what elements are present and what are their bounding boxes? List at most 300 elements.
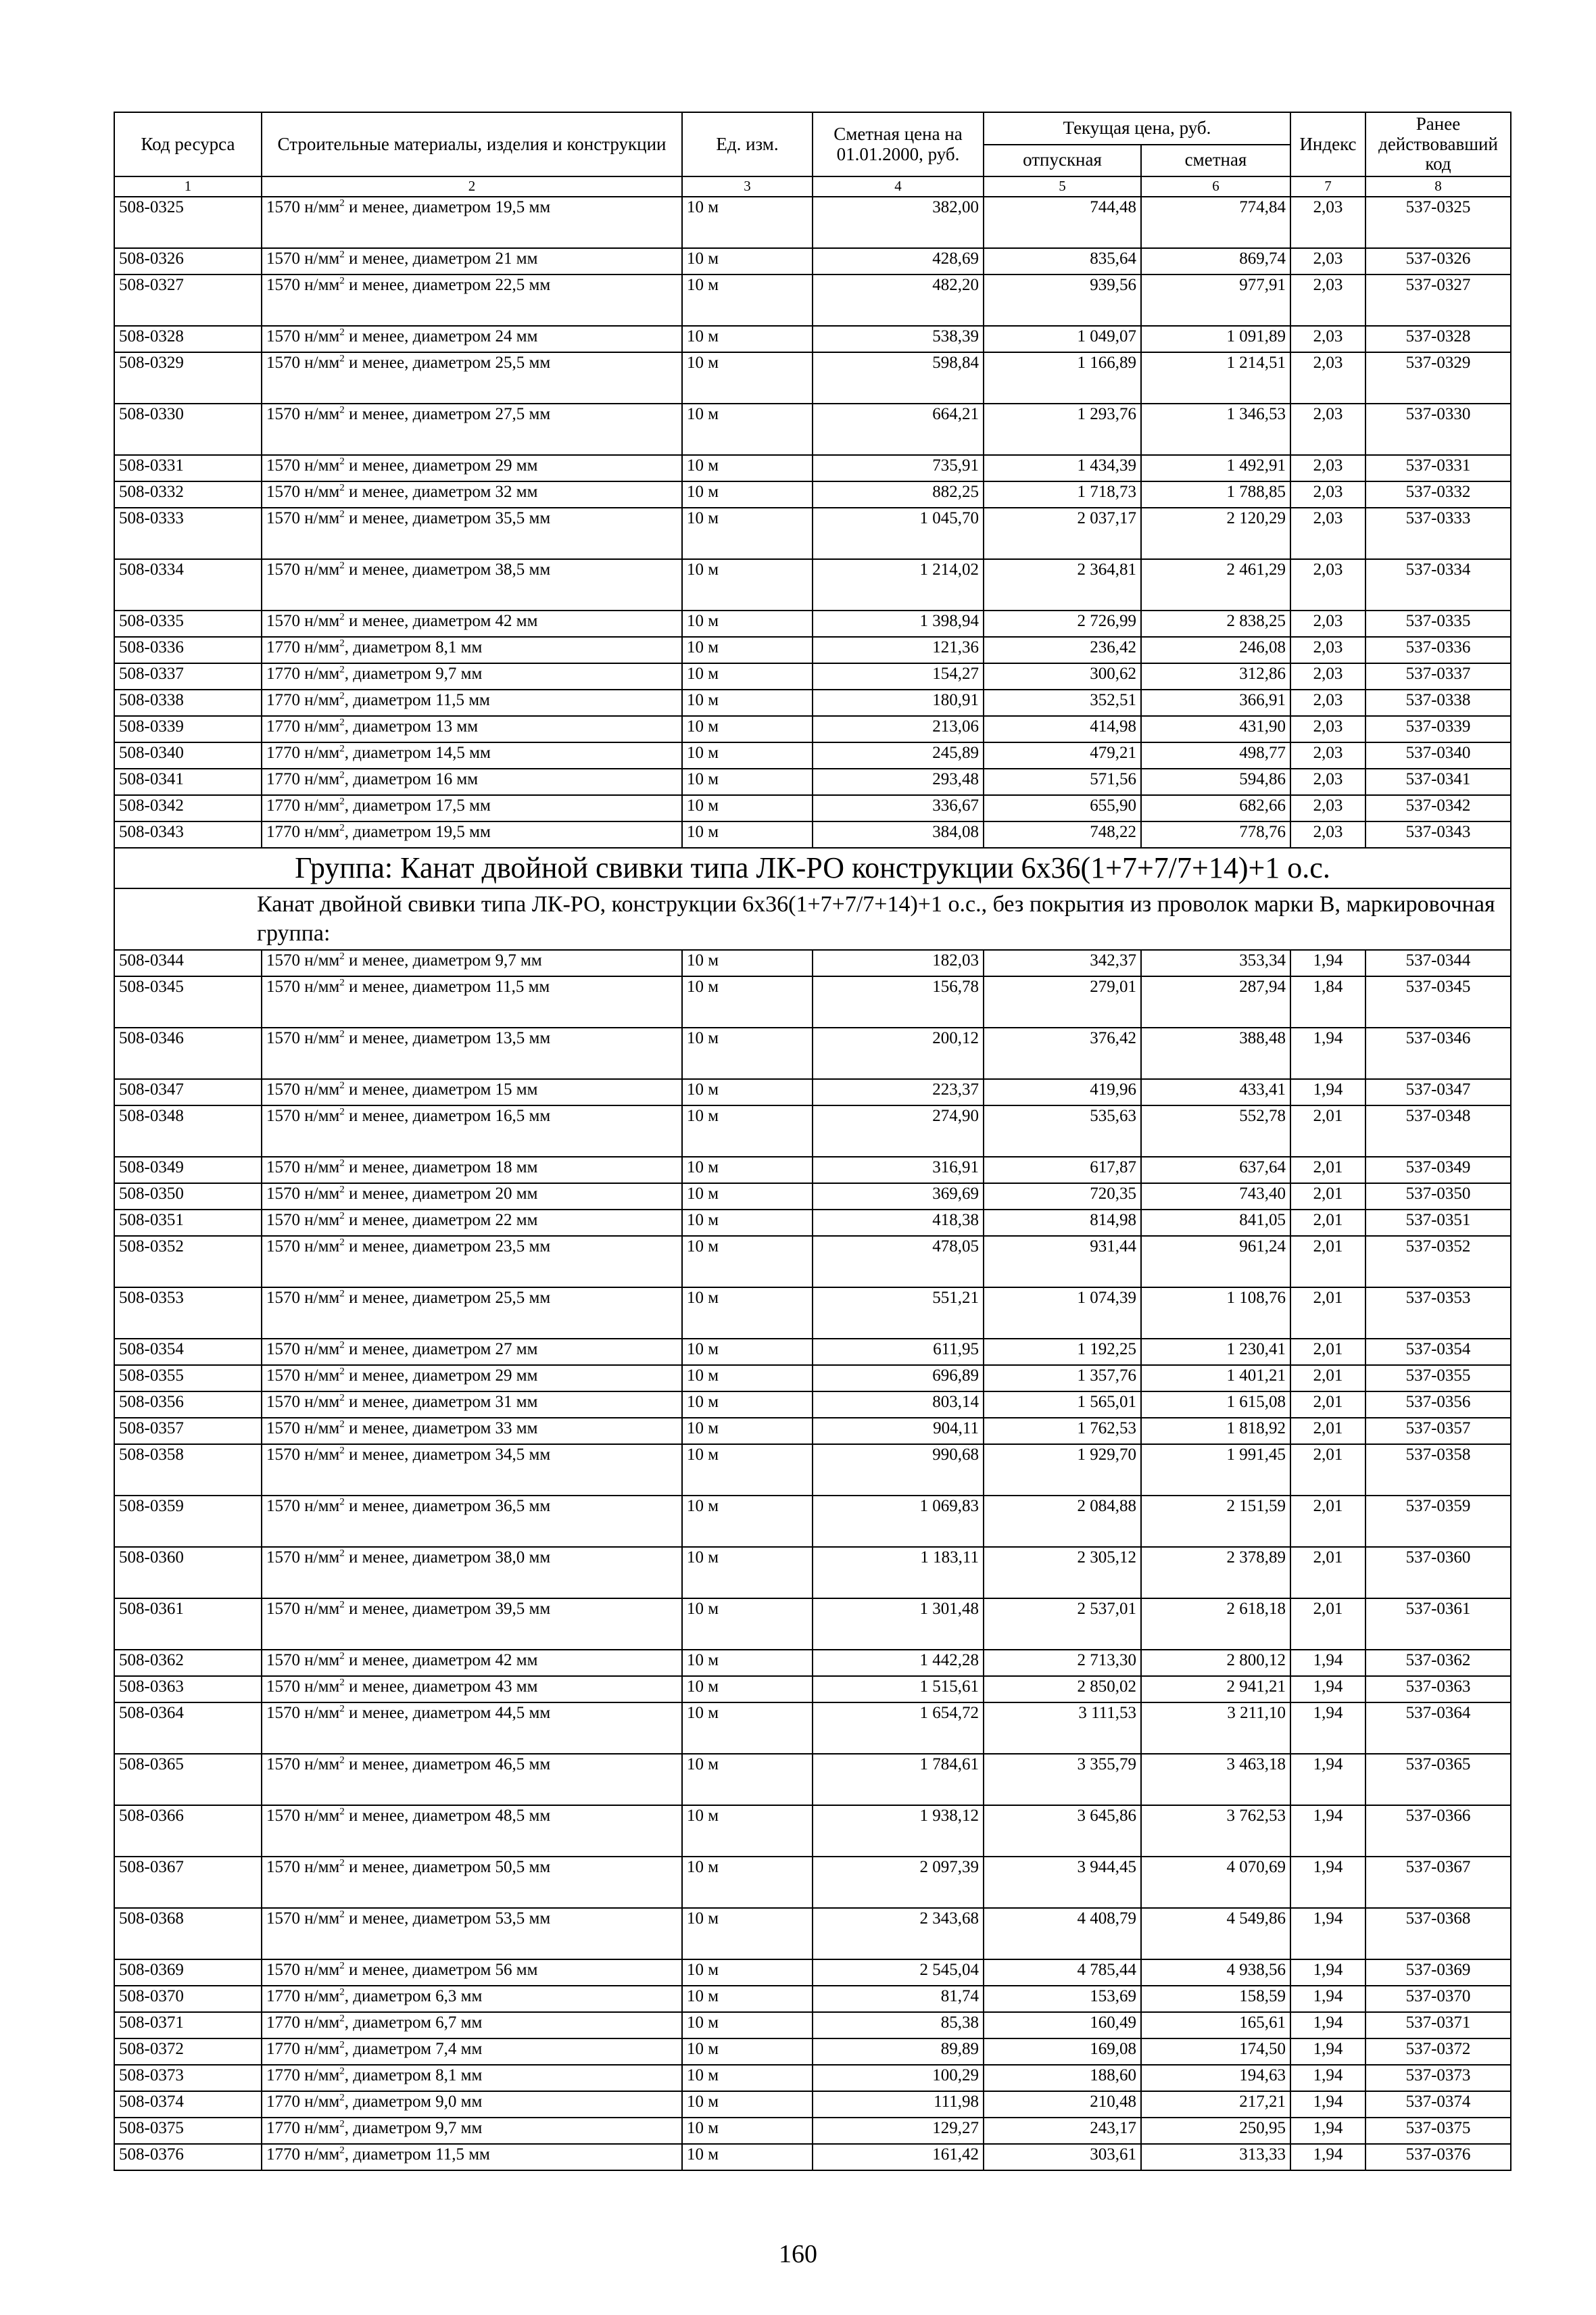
table-row — [114, 455, 1511, 481]
material-diameter: , диаметром 16 мм — [344, 770, 479, 789]
section-b-body — [114, 950, 1511, 2170]
group-section — [114, 848, 1511, 950]
unit-cell: 10 м — [682, 1496, 813, 1547]
material-diameter: и менее, диаметром 29 мм — [344, 1366, 538, 1385]
material-name — [262, 404, 682, 455]
index-cell: 2,01 — [1290, 1287, 1365, 1339]
superscript-2: 2 — [339, 1418, 345, 1430]
estimate-price-cell: 2 838,25 — [1141, 611, 1290, 637]
table-row — [114, 1365, 1511, 1391]
material-strength: 1570 н/мм — [266, 1080, 340, 1099]
table-row — [114, 1105, 1511, 1157]
col-header-estimate: сметная — [1141, 145, 1290, 177]
superscript-2: 2 — [339, 690, 345, 702]
material-strength: 1570 н/мм — [266, 1909, 340, 1928]
base-price-cell: 156,78 — [813, 976, 984, 1028]
superscript-2: 2 — [339, 327, 345, 338]
resource-code: 508-0371 — [114, 2012, 262, 2038]
material-diameter: и менее, диаметром 42 мм — [344, 1651, 538, 1670]
material-diameter: и менее, диаметром 36,5 мм — [344, 1497, 551, 1516]
table-row — [114, 1183, 1511, 1210]
material-strength: 1770 н/мм — [266, 1987, 340, 2006]
unit-cell: 10 м — [682, 352, 813, 404]
index-cell: 2,03 — [1290, 742, 1365, 769]
prev-code-cell: 537-0328 — [1365, 326, 1511, 352]
material-diameter: и менее, диаметром 16,5 мм — [344, 1107, 551, 1126]
table-row — [114, 663, 1511, 690]
material-name — [262, 1236, 682, 1287]
material-diameter: и менее, диаметром 24 мм — [344, 327, 538, 346]
estimate-price-cell: 4 549,86 — [1141, 1908, 1290, 1959]
prev-code-cell: 537-0327 — [1365, 275, 1511, 326]
header-row — [114, 112, 1511, 145]
prev-code-cell: 537-0366 — [1365, 1805, 1511, 1857]
material-strength: 1770 н/мм — [266, 2145, 340, 2164]
index-cell: 2,03 — [1290, 769, 1365, 795]
superscript-2: 2 — [339, 404, 345, 416]
index-cell: 2,03 — [1290, 611, 1365, 637]
material-name — [262, 1391, 682, 1418]
unit-cell: 10 м — [682, 1959, 813, 1986]
superscript-2: 2 — [339, 1184, 345, 1195]
table-row — [114, 2038, 1511, 2065]
index-cell: 1,94 — [1290, 1857, 1365, 1908]
resource-code: 508-0367 — [114, 1857, 262, 1908]
release-price-cell: 479,21 — [984, 742, 1141, 769]
resource-code: 508-0346 — [114, 1028, 262, 1079]
release-price-cell: 169,08 — [984, 2038, 1141, 2065]
material-strength: 1570 н/мм — [266, 1858, 340, 1877]
index-cell: 2,03 — [1290, 455, 1365, 481]
column-number: 1 — [114, 176, 262, 197]
unit-cell: 10 м — [682, 1418, 813, 1444]
table-row — [114, 821, 1511, 848]
material-diameter: и менее, диаметром 21 мм — [344, 249, 538, 268]
resource-code: 508-0328 — [114, 326, 262, 352]
material-diameter: и менее, диаметром 53,5 мм — [344, 1909, 551, 1928]
base-price-cell: 1 214,02 — [813, 559, 984, 611]
superscript-2: 2 — [339, 1445, 345, 1456]
base-price-cell: 213,06 — [813, 716, 984, 742]
material-name — [262, 2091, 682, 2118]
table-row — [114, 1676, 1511, 1702]
index-cell: 2,01 — [1290, 1418, 1365, 1444]
material-name — [262, 663, 682, 690]
resource-code: 508-0370 — [114, 1986, 262, 2012]
estimate-price-cell: 1 230,41 — [1141, 1339, 1290, 1365]
release-price-cell: 414,98 — [984, 716, 1141, 742]
material-strength: 1570 н/мм — [266, 456, 340, 475]
estimate-price-cell: 594,86 — [1141, 769, 1290, 795]
unit-cell: 10 м — [682, 769, 813, 795]
material-diameter: и менее, диаметром 48,5 мм — [344, 1807, 551, 1825]
material-name — [262, 2012, 682, 2038]
index-cell: 1,94 — [1290, 1805, 1365, 1857]
material-diameter: и менее, диаметром 39,5 мм — [344, 1600, 551, 1619]
resource-code: 508-0343 — [114, 821, 262, 848]
superscript-2: 2 — [339, 249, 345, 260]
material-diameter: и менее, диаметром 31 мм — [344, 1393, 538, 1412]
table-row — [114, 2065, 1511, 2091]
resource-code: 508-0353 — [114, 1287, 262, 1339]
release-price-cell: 744,48 — [984, 197, 1141, 248]
index-cell: 2,03 — [1290, 690, 1365, 716]
prev-code-cell: 537-0370 — [1365, 1986, 1511, 2012]
table-row — [114, 352, 1511, 404]
table-row — [114, 197, 1511, 248]
index-cell: 1,94 — [1290, 1079, 1365, 1105]
material-diameter: и менее, диаметром 20 мм — [344, 1185, 538, 1203]
unit-cell: 10 м — [682, 821, 813, 848]
material-strength: 1570 н/мм — [266, 560, 340, 579]
prev-code-cell: 537-0360 — [1365, 1547, 1511, 1598]
unit-cell: 10 м — [682, 275, 813, 326]
release-price-cell: 3 944,45 — [984, 1857, 1141, 1908]
material-diameter: и менее, диаметром 43 мм — [344, 1677, 538, 1696]
prev-code-cell: 537-0341 — [1365, 769, 1511, 795]
estimate-price-cell: 961,24 — [1141, 1236, 1290, 1287]
prev-code-cell: 537-0355 — [1365, 1365, 1511, 1391]
material-strength: 1770 н/мм — [266, 2013, 340, 2032]
resource-code: 508-0332 — [114, 481, 262, 508]
index-cell: 1,94 — [1290, 2091, 1365, 2118]
superscript-2: 2 — [339, 743, 345, 755]
table-row — [114, 716, 1511, 742]
table-row — [114, 1959, 1511, 1986]
estimate-price-cell: 1 108,76 — [1141, 1287, 1290, 1339]
estimate-price-cell: 778,76 — [1141, 821, 1290, 848]
material-name — [262, 1986, 682, 2012]
material-strength: 1770 н/мм — [266, 665, 340, 684]
prev-code-cell: 537-0336 — [1365, 637, 1511, 663]
material-strength: 1570 н/мм — [266, 1366, 340, 1385]
unit-cell: 10 м — [682, 1702, 813, 1754]
base-price-cell: 2 545,04 — [813, 1959, 984, 1986]
table-row — [114, 1236, 1511, 1287]
superscript-2: 2 — [339, 2145, 345, 2156]
estimate-price-cell: 388,48 — [1141, 1028, 1290, 1079]
release-price-cell: 2 305,12 — [984, 1547, 1141, 1598]
prev-code-cell: 537-0335 — [1365, 611, 1511, 637]
material-diameter: , диаметром 9,7 мм — [344, 665, 483, 684]
unit-cell: 10 м — [682, 481, 813, 508]
material-strength: 1570 н/мм — [266, 978, 340, 997]
unit-cell: 10 м — [682, 2038, 813, 2065]
material-name — [262, 976, 682, 1028]
resource-code: 508-0376 — [114, 2144, 262, 2170]
prev-code-cell: 537-0354 — [1365, 1339, 1511, 1365]
release-price-cell: 2 713,30 — [984, 1650, 1141, 1676]
release-price-cell: 4 785,44 — [984, 1959, 1141, 1986]
release-price-cell: 342,37 — [984, 950, 1141, 976]
column-number: 5 — [984, 176, 1141, 197]
superscript-2: 2 — [339, 769, 345, 781]
index-cell: 2,03 — [1290, 197, 1365, 248]
material-diameter: и менее, диаметром 29 мм — [344, 456, 538, 475]
superscript-2: 2 — [339, 1392, 345, 1404]
unit-cell: 10 м — [682, 637, 813, 663]
material-diameter: и менее, диаметром 19,5 мм — [344, 198, 551, 217]
material-name — [262, 1365, 682, 1391]
estimate-price-cell: 250,95 — [1141, 2118, 1290, 2144]
prev-code-cell: 537-0346 — [1365, 1028, 1511, 1079]
prev-code-cell: 537-0339 — [1365, 716, 1511, 742]
estimate-price-cell: 3 211,10 — [1141, 1702, 1290, 1754]
index-cell: 2,01 — [1290, 1210, 1365, 1236]
table-row — [114, 950, 1511, 976]
superscript-2: 2 — [339, 1960, 345, 1972]
prev-code-cell: 537-0375 — [1365, 2118, 1511, 2144]
release-price-cell: 1 166,89 — [984, 352, 1141, 404]
base-price-cell: 1 938,12 — [813, 1805, 984, 1857]
prev-code-cell: 537-0367 — [1365, 1857, 1511, 1908]
base-price-cell: 316,91 — [813, 1157, 984, 1183]
resource-code: 508-0333 — [114, 508, 262, 559]
material-diameter: и менее, диаметром 9,7 мм — [344, 951, 542, 970]
index-cell: 2,03 — [1290, 352, 1365, 404]
release-price-cell: 1 434,39 — [984, 455, 1141, 481]
resource-code: 508-0336 — [114, 637, 262, 663]
unit-cell: 10 м — [682, 1676, 813, 1702]
estimate-price-cell: 431,90 — [1141, 716, 1290, 742]
release-price-cell: 236,42 — [984, 637, 1141, 663]
material-name — [262, 637, 682, 663]
index-cell: 1,94 — [1290, 1754, 1365, 1805]
release-price-cell: 835,64 — [984, 248, 1141, 275]
release-price-cell: 3 645,86 — [984, 1805, 1141, 1857]
table-row — [114, 1496, 1511, 1547]
resource-code: 508-0363 — [114, 1676, 262, 1702]
index-cell: 2,01 — [1290, 1496, 1365, 1547]
estimate-price-cell: 4 070,69 — [1141, 1857, 1290, 1908]
base-price-cell: 200,12 — [813, 1028, 984, 1079]
base-price-cell: 81,74 — [813, 1986, 984, 2012]
base-price-cell: 245,89 — [813, 742, 984, 769]
material-strength: 1570 н/мм — [266, 1107, 340, 1126]
material-strength: 1570 н/мм — [266, 1548, 340, 1567]
resource-code: 508-0360 — [114, 1547, 262, 1598]
resource-code: 508-0342 — [114, 795, 262, 821]
unit-cell: 10 м — [682, 2091, 813, 2118]
group-description-row — [114, 888, 1511, 950]
prev-code-cell: 537-0329 — [1365, 352, 1511, 404]
resource-code: 508-0359 — [114, 1496, 262, 1547]
material-strength: 1770 н/мм — [266, 796, 340, 815]
resource-code: 508-0368 — [114, 1908, 262, 1959]
estimate-price-cell: 1 091,89 — [1141, 326, 1290, 352]
material-diameter: и менее, диаметром 33 мм — [344, 1419, 538, 1438]
base-price-cell: 1 515,61 — [813, 1676, 984, 1702]
table-row — [114, 404, 1511, 455]
material-strength: 1570 н/мм — [266, 1211, 340, 1230]
release-price-cell: 188,60 — [984, 2065, 1141, 2091]
estimate-price-cell: 158,59 — [1141, 1986, 1290, 2012]
base-price-cell: 121,36 — [813, 637, 984, 663]
col-header-current-price: Текущая цена, руб. — [984, 112, 1290, 145]
unit-cell: 10 м — [682, 1547, 813, 1598]
unit-cell: 10 м — [682, 742, 813, 769]
material-strength: 1570 н/мм — [266, 1961, 340, 1980]
material-diameter: и менее, диаметром 38,5 мм — [344, 560, 551, 579]
prev-code-cell: 537-0373 — [1365, 2065, 1511, 2091]
column-number: 4 — [813, 176, 984, 197]
base-price-cell: 803,14 — [813, 1391, 984, 1418]
table-row — [114, 1418, 1511, 1444]
material-diameter: , диаметром 19,5 мм — [344, 823, 491, 842]
base-price-cell: 904,11 — [813, 1418, 984, 1444]
prev-code-cell: 537-0353 — [1365, 1287, 1511, 1339]
superscript-2: 2 — [339, 2039, 345, 2051]
estimate-price-cell: 743,40 — [1141, 1183, 1290, 1210]
material-diameter: , диаметром 8,1 мм — [344, 2066, 483, 2085]
table-row — [114, 1650, 1511, 1676]
material-diameter: и менее, диаметром 23,5 мм — [344, 1237, 551, 1256]
estimate-price-cell: 498,77 — [1141, 742, 1290, 769]
release-price-cell: 153,69 — [984, 1986, 1141, 2012]
estimate-price-cell: 682,66 — [1141, 795, 1290, 821]
prev-code-cell: 537-0368 — [1365, 1908, 1511, 1959]
index-cell: 1,94 — [1290, 1986, 1365, 2012]
estimate-price-cell: 433,41 — [1141, 1079, 1290, 1105]
prev-code-cell: 537-0358 — [1365, 1444, 1511, 1496]
base-price-cell: 1 442,28 — [813, 1650, 984, 1676]
material-name — [262, 795, 682, 821]
prev-code-cell: 537-0326 — [1365, 248, 1511, 275]
group-description: Канат двойной свивки типа ЛК-РО, конструкции 6х36(1+7+7/7+14)+1 о.с., без покрытия из проволок марки В, маркировочная группа: — [114, 888, 1511, 950]
group-title-row — [114, 848, 1511, 888]
column-number: 2 — [262, 176, 682, 197]
index-cell: 2,01 — [1290, 1105, 1365, 1157]
prev-code-cell: 537-0352 — [1365, 1236, 1511, 1287]
release-price-cell: 2 364,81 — [984, 559, 1141, 611]
material-diameter: и менее, диаметром 18 мм — [344, 1158, 538, 1177]
resource-code: 508-0334 — [114, 559, 262, 611]
superscript-2: 2 — [339, 717, 345, 728]
base-price-cell: 1 183,11 — [813, 1547, 984, 1598]
base-price-cell: 664,21 — [813, 404, 984, 455]
material-strength: 1770 н/мм — [266, 638, 340, 657]
prev-code-cell: 537-0348 — [1365, 1105, 1511, 1157]
superscript-2: 2 — [339, 482, 345, 494]
material-name — [262, 326, 682, 352]
material-diameter: , диаметром 13 мм — [344, 717, 479, 736]
material-diameter: и менее, диаметром 46,5 мм — [344, 1755, 551, 1774]
superscript-2: 2 — [339, 638, 345, 649]
resource-code: 508-0369 — [114, 1959, 262, 1986]
release-price-cell: 160,49 — [984, 2012, 1141, 2038]
material-strength: 1770 н/мм — [266, 2093, 340, 2111]
resource-code: 508-0330 — [114, 404, 262, 455]
material-diameter: , диаметром 6,3 мм — [344, 1987, 483, 2006]
prev-code-cell: 537-0357 — [1365, 1418, 1511, 1444]
estimate-price-cell: 1 492,91 — [1141, 455, 1290, 481]
release-price-cell: 376,42 — [984, 1028, 1141, 1079]
index-cell: 2,03 — [1290, 404, 1365, 455]
material-strength: 1570 н/мм — [266, 951, 340, 970]
release-price-cell: 617,87 — [984, 1157, 1141, 1183]
superscript-2: 2 — [339, 1677, 345, 1688]
release-price-cell: 2 726,99 — [984, 611, 1141, 637]
prev-code-cell: 537-0364 — [1365, 1702, 1511, 1754]
material-name — [262, 508, 682, 559]
unit-cell: 10 м — [682, 326, 813, 352]
material-strength: 1570 н/мм — [266, 1677, 340, 1696]
material-strength: 1570 н/мм — [266, 1340, 340, 1359]
material-name — [262, 1702, 682, 1754]
material-diameter: и менее, диаметром 35,5 мм — [344, 509, 551, 528]
col-header-prev-code: Ранее действовавший код — [1365, 112, 1511, 176]
release-price-cell: 1 357,76 — [984, 1365, 1141, 1391]
material-diameter: и менее, диаметром 34,5 мм — [344, 1446, 551, 1464]
estimate-price-cell: 2 618,18 — [1141, 1598, 1290, 1650]
base-price-cell: 89,89 — [813, 2038, 984, 2065]
release-price-cell: 1 762,53 — [984, 1418, 1141, 1444]
base-price-cell: 2 097,39 — [813, 1857, 984, 1908]
resource-code: 508-0358 — [114, 1444, 262, 1496]
release-price-cell: 939,56 — [984, 275, 1141, 326]
estimate-price-cell: 1 788,85 — [1141, 481, 1290, 508]
base-price-cell: 551,21 — [813, 1287, 984, 1339]
table-row — [114, 976, 1511, 1028]
material-name — [262, 481, 682, 508]
unit-cell: 10 м — [682, 1210, 813, 1236]
superscript-2: 2 — [339, 1339, 345, 1351]
material-name — [262, 821, 682, 848]
index-cell: 1,94 — [1290, 2038, 1365, 2065]
unit-cell: 10 м — [682, 1105, 813, 1157]
table-row — [114, 795, 1511, 821]
unit-cell: 10 м — [682, 1857, 813, 1908]
unit-cell: 10 м — [682, 197, 813, 248]
material-name — [262, 1650, 682, 1676]
base-price-cell: 482,20 — [813, 275, 984, 326]
table-row — [114, 481, 1511, 508]
material-name — [262, 2118, 682, 2144]
base-price-cell: 129,27 — [813, 2118, 984, 2144]
material-diameter: и менее, диаметром 13,5 мм — [344, 1029, 551, 1048]
material-strength: 1570 н/мм — [266, 1185, 340, 1203]
superscript-2: 2 — [339, 1080, 345, 1091]
superscript-2: 2 — [339, 664, 345, 675]
material-name — [262, 1183, 682, 1210]
col-header-release: отпускная — [984, 145, 1141, 177]
prev-code-cell: 537-0356 — [1365, 1391, 1511, 1418]
base-price-cell: 1 301,48 — [813, 1598, 984, 1650]
superscript-2: 2 — [339, 2066, 345, 2077]
release-price-cell: 1 293,76 — [984, 404, 1141, 455]
estimate-price-cell: 1 818,92 — [1141, 1418, 1290, 1444]
estimate-price-cell: 774,84 — [1141, 197, 1290, 248]
prev-code-cell: 537-0333 — [1365, 508, 1511, 559]
superscript-2: 2 — [339, 1548, 345, 1559]
table-row — [114, 2091, 1511, 2118]
material-diameter: , диаметром 8,1 мм — [344, 638, 483, 657]
table-row — [114, 742, 1511, 769]
resource-code: 508-0325 — [114, 197, 262, 248]
base-price-cell: 382,00 — [813, 197, 984, 248]
release-price-cell: 655,90 — [984, 795, 1141, 821]
group-title: Группа: Канат двойной свивки типа ЛК-РО конструкции 6х36(1+7+7/7+14)+1 о.с. — [114, 848, 1511, 888]
material-diameter: , диаметром 7,4 мм — [344, 2040, 483, 2059]
resource-code: 508-0350 — [114, 1183, 262, 1210]
material-strength: 1770 н/мм — [266, 770, 340, 789]
superscript-2: 2 — [339, 1986, 345, 1998]
base-price-cell: 1 654,72 — [813, 1702, 984, 1754]
estimate-price-cell: 3 762,53 — [1141, 1805, 1290, 1857]
material-diameter: и менее, диаметром 22 мм — [344, 1211, 538, 1230]
prev-code-cell: 537-0340 — [1365, 742, 1511, 769]
release-price-cell: 1 049,07 — [984, 326, 1141, 352]
